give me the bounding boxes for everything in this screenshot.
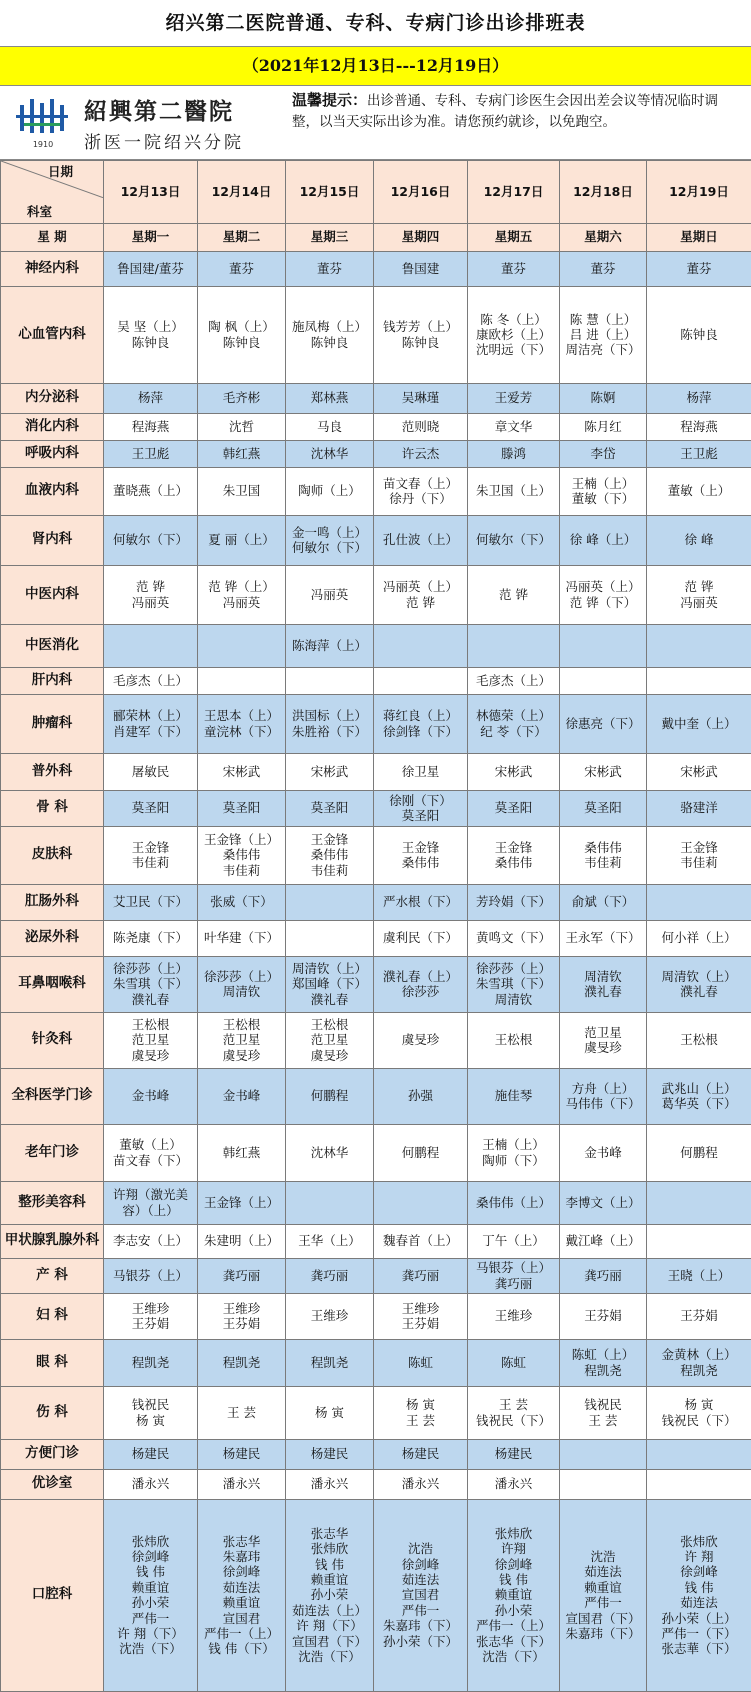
schedule-cell: 韩红燕 [198,1124,286,1181]
schedule-cell: 陈 冬（上） 康欧杉（上） 沈明远（下） [468,286,560,383]
dept-row [1,1181,751,1224]
schedule-cell: 孔仕波（上） [374,515,468,565]
schedule-cell: 沈林华 [286,440,374,467]
corner-cell [1,161,104,224]
dept-name: 皮肤科 [1,826,104,884]
schedule-cell: 戴江峰（上） [560,1224,647,1258]
schedule-cell [647,1181,751,1224]
schedule-cell: 莫圣阳 [286,790,374,826]
schedule-cell: 宋彬武 [560,753,647,790]
dept-row [1,515,751,565]
schedule-cell: 徐 峰（上） [560,515,647,565]
schedule-cell: 范 铧 冯丽英 [104,565,198,624]
dept-row [1,667,751,694]
schedule-cell: 宋彬武 [198,753,286,790]
schedule-cell [198,624,286,667]
schedule-cell: 苗文春（上） 徐丹（下） [374,467,468,515]
dept-row [1,440,751,467]
schedule-cell: 陈 慧（上） 吕 进（上） 周洁亮（下） [560,286,647,383]
dept-name: 消化内科 [1,413,104,440]
schedule-cell: 何敏尔（下） [104,515,198,565]
schedule-cell: 杨萍 [104,383,198,413]
dept-row [1,467,751,515]
dept-row [1,956,751,1012]
schedule-cell: 林德荣（上） 纪 苓（下） [468,694,560,753]
dept-name: 眼 科 [1,1339,104,1386]
schedule-cell [647,884,751,920]
date-cell: 12月13日 [104,161,198,224]
schedule-cell: 范 铧 冯丽英 [647,565,751,624]
schedule-cell: 王松根 [647,1012,751,1068]
schedule-cell [647,667,751,694]
schedule-cell: 杨建民 [468,1439,560,1469]
schedule-cell: 程凯尧 [104,1339,198,1386]
schedule-cell: 毛彦杰（上） [468,667,560,694]
schedule-cell: 范卫星 虞旻珍 [560,1012,647,1068]
schedule-cell: 莫圣阳 [198,790,286,826]
schedule-cell: 王松根 范卫星 虞旻珍 [286,1012,374,1068]
schedule-cell: 何鹏程 [647,1124,751,1181]
schedule-cell [198,667,286,694]
schedule-cell: 张炜欣 许 翔 徐剑峰 钱 伟 茹连法 孙小荣（上） 严伟一（下） 张志華（下） [647,1499,751,1691]
dept-name: 肿瘤科 [1,694,104,753]
dept-name: 方便门诊 [1,1439,104,1469]
dept-name: 产 科 [1,1258,104,1293]
schedule-cell: 范 铧 [468,565,560,624]
schedule-cell: 杨建民 [374,1439,468,1469]
weekday-label: 星 期 [1,223,104,251]
schedule-cell: 金书峰 [560,1124,647,1181]
schedule-cell: 陈尧康（下） [104,920,198,956]
schedule-cell [374,624,468,667]
schedule-cell: 周清钦（上） 濮礼春 [647,956,751,1012]
schedule-cell: 骆建洋 [647,790,751,826]
schedule-cell: 王松根 [468,1012,560,1068]
schedule-cell: 宋彬武 [286,753,374,790]
dept-row [1,826,751,884]
schedule-cell: 李博文（上） [560,1181,647,1224]
schedule-cell: 陈月红 [560,413,647,440]
date-cell: 12月14日 [198,161,286,224]
corner-dept-label: 科室 [27,204,52,219]
dept-row [1,1224,751,1258]
dept-row [1,753,751,790]
schedule-cell: 王金锋（上） [198,1181,286,1224]
schedule-cell: 王卫彪 [647,440,751,467]
schedule-cell: 马银芬（上） [104,1258,198,1293]
dept-row [1,383,751,413]
schedule-cell: 杨 寅 王 芸 [374,1386,468,1439]
dept-name: 整形美容科 [1,1181,104,1224]
schedule-cell: 莫圣阳 [104,790,198,826]
schedule-cell: 冯丽英（上） 范 铧 [374,565,468,624]
dept-name: 肾内科 [1,515,104,565]
schedule-cell [286,1181,374,1224]
dept-name: 泌尿外科 [1,920,104,956]
schedule-cell: 金书峰 [198,1068,286,1124]
schedule-cell: 何鹏程 [374,1124,468,1181]
schedule-cell: 陶师（上） [286,467,374,515]
dept-name: 老年门诊 [1,1124,104,1181]
schedule-cell: 潘永兴 [198,1469,286,1499]
schedule-cell: 芳玲娟（下） [468,884,560,920]
schedule-cell: 陈婀 [560,383,647,413]
dept-name: 全科医学门诊 [1,1068,104,1124]
schedule-cell: 朱卫国（上） [468,467,560,515]
schedule-cell: 杨萍 [647,383,751,413]
schedule-cell: 王金锋 桑伟伟 [374,826,468,884]
dept-row [1,1499,751,1691]
schedule-cell: 徐卫星 [374,753,468,790]
schedule-cell: 方舟（上） 马伟伟（下） [560,1068,647,1124]
date-cell: 12月17日 [468,161,560,224]
schedule-cell: 王金锋（上） 桑伟伟 韦佳莉 [198,826,286,884]
schedule-cell: 俞斌（下） [560,884,647,920]
dept-name: 神经内科 [1,251,104,286]
schedule-cell: 李岱 [560,440,647,467]
schedule-cell: 叶华建（下） [198,920,286,956]
schedule-cell: 毛齐彬 [198,383,286,413]
schedule-cell: 王维珍 王芬娟 [374,1293,468,1339]
schedule-cell: 陈钟良 [647,286,751,383]
schedule-cell: 施佳琴 [468,1068,560,1124]
notice [288,86,751,159]
weekday-cell: 星期三 [286,223,374,251]
schedule-cell: 徐莎莎（上） 周清钦 [198,956,286,1012]
schedule-cell: 程海燕 [104,413,198,440]
schedule-cell: 程凯尧 [286,1339,374,1386]
date-cell: 12月19日 [647,161,751,224]
schedule-cell: 潘永兴 [374,1469,468,1499]
date-cell: 12月16日 [374,161,468,224]
dept-name: 内分泌科 [1,383,104,413]
dept-row [1,1439,751,1469]
schedule-cell: 程海燕 [647,413,751,440]
dept-name: 针灸科 [1,1012,104,1068]
schedule-cell: 王金锋 韦佳莉 [647,826,751,884]
dept-name: 心血管内科 [1,286,104,383]
schedule-cell: 王楠（上） 董敏（下） [560,467,647,515]
schedule-cell: 蒋红良（上） 徐剑锋（下） [374,694,468,753]
schedule-cell: 董芬 [286,251,374,286]
dept-row [1,884,751,920]
schedule-cell [286,884,374,920]
schedule-cell: 韩红燕 [198,440,286,467]
schedule-cell: 沈林华 [286,1124,374,1181]
logo-name: 紹興第二醫院 [84,93,244,126]
schedule-cell: 马银芬（上） 龚巧丽 [468,1258,560,1293]
schedule-cell: 丁午（上） [468,1224,560,1258]
dept-row [1,1068,751,1124]
schedule-cell [647,1224,751,1258]
schedule-cell: 武兆山（上） 葛华英（下） [647,1068,751,1124]
schedule-cell: 王维珍 [286,1293,374,1339]
schedule-cell: 董芬 [647,251,751,286]
schedule-cell [374,667,468,694]
schedule-cell: 徐莎莎（上） 朱雪琪（下） 周清钦 [468,956,560,1012]
schedule-cell: 李志安（上） [104,1224,198,1258]
weekday-cell: 星期二 [198,223,286,251]
dept-row [1,694,751,753]
dept-row [1,413,751,440]
schedule-cell: 陶 枫（上） 陈钟良 [198,286,286,383]
dept-name: 口腔科 [1,1499,104,1691]
schedule-cell: 王楠（上） 陶师（下） [468,1124,560,1181]
schedule-cell: 张志华 朱嘉玮 徐剑峰 茹连法 赖重谊 宣国君 严伟一（上） 钱 伟（下） [198,1499,286,1691]
schedule-cell: 王维珍 王芬娟 [198,1293,286,1339]
schedule-cell [647,1439,751,1469]
schedule-cell: 王晓（上） [647,1258,751,1293]
schedule-cell: 王永军（下） [560,920,647,956]
schedule-cell: 许云杰 [374,440,468,467]
schedule-cell: 王芬娟 [560,1293,647,1339]
schedule-cell: 潘永兴 [286,1469,374,1499]
dept-row [1,920,751,956]
date-header-row [1,161,751,224]
schedule-cell [647,624,751,667]
dept-name: 普外科 [1,753,104,790]
schedule-cell: 徐莎莎（上） 朱雪琪（下） 濮礼春 [104,956,198,1012]
schedule-cell: 屠敏民 [104,753,198,790]
weekday-cell: 星期一 [104,223,198,251]
schedule-cell: 钱祝民 杨 寅 [104,1386,198,1439]
schedule-cell: 朱卫国 [198,467,286,515]
page-title: 绍兴第二医院普通、专科、专病门诊出诊排班表 [0,0,751,47]
hospital-emblem-icon [10,93,76,153]
schedule-cell: 王思本（上） 童浣林（下） [198,694,286,753]
schedule-cell: 濮礼春（上） 徐莎莎 [374,956,468,1012]
schedule-cell: 陈虹 [468,1339,560,1386]
schedule-cell: 何小祥（上） [647,920,751,956]
schedule-cell: 范 铧（上） 冯丽英 [198,565,286,624]
schedule-cell: 王华（上） [286,1224,374,1258]
schedule-cell: 艾卫民（下） [104,884,198,920]
schedule-cell: 杨 寅 钱祝民（下） [647,1386,751,1439]
schedule-cell: 徐 峰 [647,515,751,565]
schedule-cell: 吴琳瑾 [374,383,468,413]
dept-row [1,1258,751,1293]
schedule-cell: 王芬娟 [647,1293,751,1339]
dept-row [1,286,751,383]
schedule-cell: 王 芸 钱祝民（下） [468,1386,560,1439]
schedule-cell: 杨建民 [104,1439,198,1469]
schedule-cell [468,624,560,667]
dept-row [1,565,751,624]
schedule-cell: 金书峰 [104,1068,198,1124]
schedule-cell: 洪国标（上） 朱胜裕（下） [286,694,374,753]
notice-label: 温馨提示： [292,91,367,109]
schedule-cell: 郑林燕 [286,383,374,413]
schedule-cell: 王维珍 [468,1293,560,1339]
dept-row [1,624,751,667]
schedule-cell: 沈哲 [198,413,286,440]
dept-row [1,251,751,286]
banner [0,86,751,160]
dept-row [1,790,751,826]
date-cell: 12月18日 [560,161,647,224]
schedule-cell: 张炜欣 许翔 徐剑峰 钱 伟 赖重谊 孙小荣 严伟一（上） 张志华（下） 沈浩（下） [468,1499,560,1691]
schedule-cell: 王金锋 韦佳莉 [104,826,198,884]
weekday-header-row [1,223,751,251]
schedule-cell: 何鹏程 [286,1068,374,1124]
corner-date-label: 日期 [48,164,73,179]
dept-row [1,1469,751,1499]
dept-row [1,1293,751,1339]
schedule-cell: 郦荣林（上） 肖建军（下） [104,694,198,753]
schedule-cell: 徐刚（下） 莫圣阳 [374,790,468,826]
schedule-cell: 桑伟伟（上） [468,1181,560,1224]
weekday-cell: 星期六 [560,223,647,251]
schedule-cell: 桑伟伟 韦佳莉 [560,826,647,884]
hospital-logo [0,86,288,159]
schedule-cell: 龚巧丽 [286,1258,374,1293]
dept-name: 骨 科 [1,790,104,826]
schedule-cell: 宋彬武 [647,753,751,790]
date-range: （2021年12月13日---12月19日） [0,47,751,86]
schedule-cell: 程凯尧 [198,1339,286,1386]
schedule-cell: 戴中奎（上） [647,694,751,753]
schedule-cell: 金黄林（上） 程凯尧 [647,1339,751,1386]
schedule-cell: 王金锋 桑伟伟 韦佳莉 [286,826,374,884]
schedule-cell: 王爱芳 [468,383,560,413]
weekday-cell: 星期日 [647,223,751,251]
schedule-cell: 钱祝民 王 芸 [560,1386,647,1439]
dept-name: 肛肠外科 [1,884,104,920]
schedule-cell: 黄鸣文（下） [468,920,560,956]
schedule-cell: 徐惠亮（下） [560,694,647,753]
schedule-cell: 潘永兴 [468,1469,560,1499]
schedule-cell: 龚巧丽 [374,1258,468,1293]
schedule-cell: 杨 寅 [286,1386,374,1439]
notice-text: 出诊普通、专科、专病门诊医生会因出差会议等情况临时调整，以当天实际出诊为准。请您预约就诊，以免跑空。 [292,93,718,130]
schedule-cell [560,1469,647,1499]
dept-row [1,1124,751,1181]
dept-row [1,1339,751,1386]
schedule-cell: 王松根 范卫星 虞旻珍 [198,1012,286,1068]
schedule-cell: 何敏尔（下） [468,515,560,565]
dept-name: 妇 科 [1,1293,104,1339]
weekday-cell: 星期五 [468,223,560,251]
schedule-cell: 王卫彪 [104,440,198,467]
schedule-cell: 鲁国建 [374,251,468,286]
schedule-cell [374,1181,468,1224]
schedule-cell: 龚巧丽 [198,1258,286,1293]
schedule-cell: 莫圣阳 [560,790,647,826]
schedule-cell: 周清钦（上） 郑国峰（下） 濮礼春 [286,956,374,1012]
schedule-cell: 张威（下） [198,884,286,920]
schedule-table [0,160,751,1692]
dept-name: 甲状腺乳腺外科 [1,1224,104,1258]
dept-name: 肝内科 [1,667,104,694]
dept-name: 中医消化 [1,624,104,667]
schedule-cell [104,624,198,667]
schedule-cell: 张炜欣 徐剑峰 钱 伟 赖重谊 孙小荣 严伟一 许 翔（下） 沈浩（下） [104,1499,198,1691]
schedule-cell: 鲁国建/董芬 [104,251,198,286]
schedule-cell [560,624,647,667]
schedule-cell: 王维珍 王芬娟 [104,1293,198,1339]
dept-row [1,1386,751,1439]
schedule-cell: 许翔（激光美 容）（上） [104,1181,198,1224]
schedule-cell: 虞利民（下） [374,920,468,956]
schedule-cell: 虞旻珍 [374,1012,468,1068]
schedule-cell [286,920,374,956]
schedule-cell [647,1469,751,1499]
dept-name: 中医内科 [1,565,104,624]
schedule-cell: 马良 [286,413,374,440]
dept-name: 耳鼻咽喉科 [1,956,104,1012]
schedule-cell: 董敏（上） 苗文春（下） [104,1124,198,1181]
schedule-cell: 王金锋 桑伟伟 [468,826,560,884]
schedule-cell: 潘永兴 [104,1469,198,1499]
date-cell: 12月15日 [286,161,374,224]
schedule-cell: 董芬 [468,251,560,286]
schedule-cell: 毛彦杰（上） [104,667,198,694]
schedule-cell: 陈虹（上） 程凯尧 [560,1339,647,1386]
schedule-cell: 沈浩 徐剑峰 茹连法 宣国君 严伟一 朱嘉玮（下） 孙小荣（下） [374,1499,468,1691]
logo-year: 1910 [33,140,53,149]
schedule-cell: 沈浩 茹连法 赖重谊 严伟一 宣国君（下） 朱嘉玮（下） [560,1499,647,1691]
schedule-cell: 杨建民 [286,1439,374,1469]
schedule-cell: 钱芳芳（上） 陈钟良 [374,286,468,383]
schedule-cell: 周清钦 濮礼春 [560,956,647,1012]
weekday-cell: 星期四 [374,223,468,251]
schedule-cell: 杨建民 [198,1439,286,1469]
schedule-cell: 冯丽英 [286,565,374,624]
schedule-cell: 董芬 [560,251,647,286]
schedule-cell: 董晓燕（上） [104,467,198,515]
dept-name: 血液内科 [1,467,104,515]
schedule-cell: 魏春首（上） [374,1224,468,1258]
schedule-cell: 孙强 [374,1068,468,1124]
schedule-cell: 严水根（下） [374,884,468,920]
schedule-cell: 施凤梅（上） 陈钟良 [286,286,374,383]
schedule-cell [286,667,374,694]
schedule-cell [560,1439,647,1469]
schedule-cell: 龚巧丽 [560,1258,647,1293]
schedule-cell: 金一鸣（上） 何敏尔（下） [286,515,374,565]
schedule-cell: 张志华 张炜欣 钱 伟 赖重谊 孙小荣 茹连法（上） 许 翔（下） 宣国君（下） 沈浩（下） [286,1499,374,1691]
schedule-cell: 董芬 [198,251,286,286]
logo-subtitle: 浙医一院绍兴分院 [84,128,244,153]
dept-name: 伤 科 [1,1386,104,1439]
schedule-cell: 吴 坚（上） 陈钟良 [104,286,198,383]
dept-name: 优诊室 [1,1469,104,1499]
schedule-cell: 夏 丽（上） [198,515,286,565]
schedule-cell: 莫圣阳 [468,790,560,826]
schedule-cell: 宋彬武 [468,753,560,790]
schedule-cell: 陈海萍（上） [286,624,374,667]
schedule-cell: 王 芸 [198,1386,286,1439]
schedule-cell: 冯丽英（上） 范 铧（下） [560,565,647,624]
schedule-cell: 董敏（上） [647,467,751,515]
schedule-cell: 朱建明（上） [198,1224,286,1258]
schedule-cell: 陈虹 [374,1339,468,1386]
schedule-cell: 范则晓 [374,413,468,440]
dept-name: 呼吸内科 [1,440,104,467]
schedule-cell: 滕鸿 [468,440,560,467]
schedule-cell: 王松根 范卫星 虞旻珍 [104,1012,198,1068]
dept-row [1,1012,751,1068]
schedule-cell: 章文华 [468,413,560,440]
schedule-cell [560,667,647,694]
